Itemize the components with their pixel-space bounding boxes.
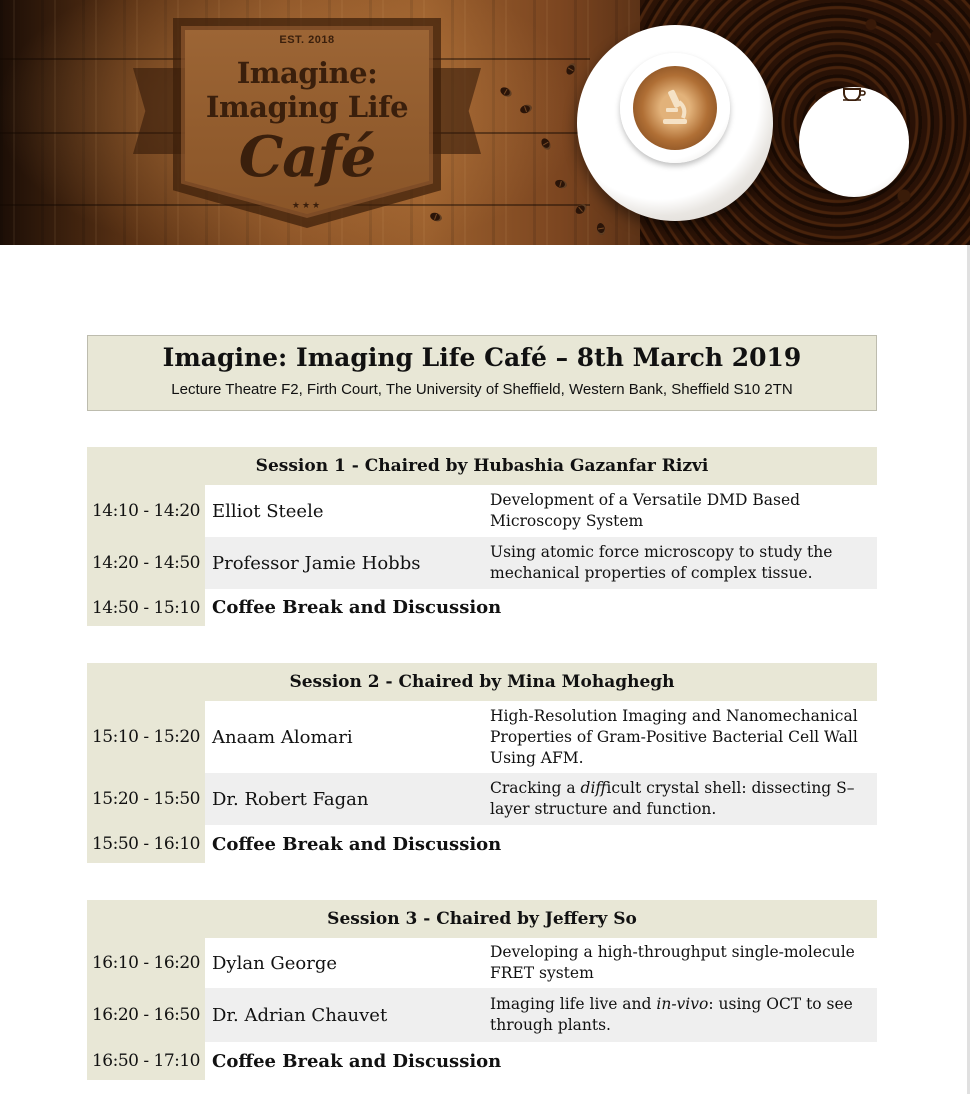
talk-title-part: Imaging life live and [490, 995, 657, 1013]
microscope-latte-art-icon [657, 88, 693, 126]
talk-speaker: Elliot Steele [212, 500, 324, 522]
talk-time: 15:20 - 15:50 [87, 773, 205, 825]
table-row [87, 537, 877, 589]
table-row [87, 485, 877, 537]
talk-speaker: Dylan George [212, 952, 338, 974]
talk-speaker: Anaam Alomari [212, 726, 353, 748]
logo-est-label: EST. [279, 34, 305, 46]
talk-time: 15:10 - 15:20 [87, 701, 205, 773]
coffee-bean-icon [565, 62, 578, 76]
table-row [87, 938, 877, 988]
coffee-bean-icon [499, 86, 513, 99]
table-row [87, 701, 877, 773]
logo-line-imaging-life: Imaging Life [205, 90, 409, 124]
break-row [87, 825, 877, 863]
talk-title: High-Resolution Imaging and Nanomechanical Properties of Gram-Positive Bacterial Cell Wall Using AFM. [490, 706, 858, 767]
cafe-logo [173, 18, 441, 228]
break-label: Coffee Break and Discussion [212, 1050, 502, 1072]
break-row [87, 1042, 877, 1080]
table-row [87, 988, 877, 1042]
talk-title: Development of a Versatile DMD Based Microscopy System [490, 491, 801, 530]
session-1-heading: Session 1 - Chaired by Hubashia Gazanfar Rizvi [87, 447, 877, 485]
talk-title [490, 773, 873, 825]
logo-year: 2018 [308, 34, 335, 46]
talk-title: Developing a high-throughput single-molecule FRET system [490, 943, 855, 982]
logo-line-imagine: Imagine: [236, 56, 378, 90]
coffee-bean-icon [540, 137, 553, 151]
event-title: Imagine: Imaging Life Café – 8th March 2019 [162, 343, 802, 372]
break-time: 15:50 - 16:10 [87, 825, 205, 863]
logo-est-row [173, 34, 441, 46]
table-row [87, 773, 877, 825]
event-location: Lecture Theatre F2, Firth Court, The University of Sheffield, Western Bank, Sheffield S10 2TN [171, 381, 793, 398]
coffee-bean-icon [519, 103, 533, 115]
talk-speaker: Dr. Robert Fagan [212, 788, 369, 810]
talk-speaker: Professor Jamie Hobbs [212, 552, 421, 574]
talk-title [490, 988, 873, 1042]
logo-stars: ★★★ [291, 201, 323, 211]
coffee-cup-icon [799, 87, 909, 197]
talk-title-emphasis: in-vivo [656, 995, 709, 1013]
break-time: 14:50 - 15:10 [87, 589, 205, 626]
session-2-heading: Session 2 - Chaired by Mina Mohaghegh [87, 663, 877, 701]
talk-title-part: Cracking a [490, 779, 581, 797]
coffee-bean-icon [554, 179, 568, 190]
break-label: Coffee Break and Discussion [212, 833, 502, 855]
talk-speaker: Dr. Adrian Chauvet [212, 1004, 388, 1026]
talk-time: 14:10 - 14:20 [87, 485, 205, 537]
talk-title: Using atomic force microscopy to study the mechanical properties of complex tissue. [490, 543, 833, 582]
talk-time: 16:10 - 16:20 [87, 938, 205, 988]
talk-time: 14:20 - 14:50 [87, 537, 205, 589]
break-row [87, 589, 877, 626]
header-banner [0, 0, 970, 245]
talk-title-emphasis: diff [580, 779, 607, 797]
break-time: 16:50 - 17:10 [87, 1042, 205, 1080]
coffee-bean-icon [596, 222, 606, 235]
talk-title-part: icult crystal shell: dissecting S–layer structure and function. [490, 779, 855, 818]
talk-title-part: : using OCT to see through plants. [490, 995, 853, 1034]
talk-time: 16:20 - 16:50 [87, 988, 205, 1042]
logo-line-cafe: Café [238, 124, 376, 190]
event-title-box [87, 335, 877, 411]
session-3-heading: Session 3 - Chaired by Jeffery So [87, 900, 877, 938]
break-label: Coffee Break and Discussion [212, 597, 502, 618]
